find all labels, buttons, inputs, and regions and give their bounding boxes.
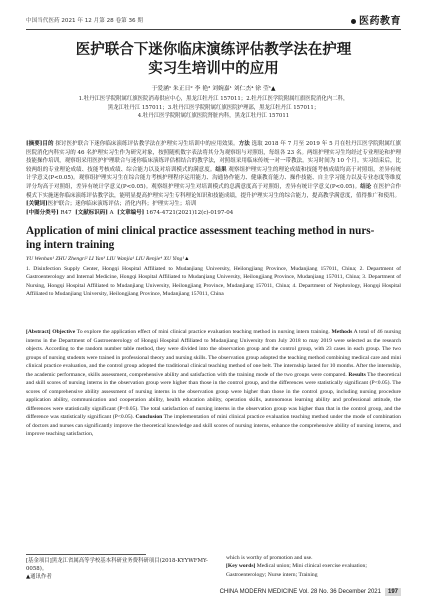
en-conclusion-tail: which is worthy of promotion and use. xyxy=(226,555,313,561)
affiliation-line: 4.牡丹江医学院附属红旗医院肾脏内科，黑龙江牡丹江 157011 xyxy=(137,113,290,119)
en-results-text: The theoretical and skill scores of nursing interns in the observation group were higher than those in the control group, and the differences were statistically significant (P<0.05). The scores of comprehensive ability assessment of nursing interns in the observation group were higher than those in the control group, including nursing procedure application ability, communication and cooperation ability, health education ability, operation skills, autonomous learning ability and professional attitude, the differences were statistically significant (P<0.05). The total satisfaction of nursing interns in the observation group was higher than that in the control group, and the difference was statistically significant (P<0.05). xyxy=(26,371,401,420)
objective-label: 目的 xyxy=(42,141,54,147)
keywords-label: [关键词] xyxy=(26,201,48,208)
running-header xyxy=(26,12,401,28)
article-label: [文章编号] xyxy=(117,209,145,216)
doc-value: A xyxy=(109,209,114,216)
en-abstract-label: [Abstract] xyxy=(26,329,51,335)
article-title-cn xyxy=(26,40,401,78)
conclusion-label: 结论 xyxy=(360,183,372,190)
en-methods-label: Methods xyxy=(331,329,353,335)
keywords-cn xyxy=(26,200,401,209)
affiliations-en: 1. Disinfection Supply Center, Hongqi Hospital Affiliated to Mudanjiang University, Heilongjiang Province, Mudanjiang 157011, China; 2. Department of Gastroenterology and Internal Medicine, Hongqi Hospital Affiliated to Mudanjiang University, Heilongjiang Province, Mudanjiang 157011, China; 3. Department of Nursing, Hongqi Hospital Affiliated to Mudanjiang University, Heilongjiang Province, Mudanjiang 157011, China; 4. Department of Nephrology, Hongqi Hospital Affiliated to Mudanjiang University, Heilongjiang Province, Mudanjiang 157011, China xyxy=(26,266,401,298)
conclusion-text: 在医护合作模式下实施迷你临床演练评估教学法，能明显提高护理实习生专科理论知识和技能成绩，提升护理实习生的综合能力，提高教学满意度，值得推广和使用。 xyxy=(26,183,401,199)
doc-label: [文献标识码] xyxy=(75,209,108,216)
authors-cn: 于爱涵¹ 朱正日² 李 艳³ 刘婉嘉¹ 刘仁杰⁴ 徐 莹¹▲ xyxy=(151,86,276,92)
authors-en: YU Wenhan¹ ZHU Zhengri² LI Yan³ LIU Wanjia¹ LIU Renjie⁴ XU Ying¹▲ xyxy=(26,256,190,262)
title-line-1: 医护联合下迷你临床演练评估教学法在护理 xyxy=(75,41,352,58)
affiliation-line: 黑龙江牡丹江 157011；3.牡丹江医学院附属红旗医院护理部，黑龙江牡丹江 157011； xyxy=(107,104,320,111)
page-footer xyxy=(220,588,401,596)
en-conclusion-text: The implementation of mini clinical practice evaluation teaching method under the mode of combination of doctors and nurses can significantly improve the theoretical knowledge and skill scores of nursing interns, enhance the comprehensive ability of nursing interns, and improve teaching satisfaction, xyxy=(26,414,401,437)
en-conclusion-label: Conclusion xyxy=(135,414,163,420)
results-label: 结果 xyxy=(215,166,227,173)
fund-note: [基金项目]黑龙江省属高等学校基本科研业务费科研项目(2018-KYYWFMY-0058)。 xyxy=(26,557,208,572)
corresponding-note: ▲通讯作者 xyxy=(26,573,52,580)
en-objective-text: To explore the application effect of mini clinical practice evaluation teaching method in nursing intern training. xyxy=(76,329,330,335)
article-value: 1674-4721(2021)12(c)-0197-04 xyxy=(146,209,234,216)
clc-label: [中图分类号] xyxy=(26,209,59,216)
en-results-label: Results xyxy=(348,371,366,378)
journal-citation: CHINA MODERN MEDICINE Vol. 28 No. 36 December 2021 xyxy=(219,589,381,595)
page-number: 197 xyxy=(385,588,401,596)
column-label: 医药教育 xyxy=(359,16,401,27)
keywords-text: 医护联合；迷你临床演练评估；消化内科；护理实习生；培训 xyxy=(47,201,197,208)
en-keywords-text: Medical union; Mini clinical exercise evaluation; Gastroenterology; Nurse intern; Training xyxy=(226,563,367,578)
en-objective-label: Objective xyxy=(52,329,76,335)
methods-label: 方法 xyxy=(238,141,250,147)
title-line-2: 实习生培训中的应用 xyxy=(148,60,279,77)
keywords-en xyxy=(226,562,401,579)
abstract-label: [摘要] xyxy=(26,141,43,147)
journal-info: 中国当代医药 2021 年 12 月第 28 卷第 36 期 xyxy=(26,18,143,24)
clc-value: R47 xyxy=(60,209,72,216)
affiliation-line: 1.牡丹江医学院附属红旗医院消毒供应中心，黑龙江牡丹江 157011；2.牡丹江医学院附属红旗医院消化内二科， xyxy=(78,96,349,102)
methods-text: 选取 2018 年 7 月至 2019 年 5 月在牡丹江医学院附属红旗医院消化内科实习的 46 名护理实习生作为研究对象，按照随机数字表法将其分为观察组与对照组，每组各 23 名。两组护理实习生均经过专业理论和护理技能操作培训，观察组采用医护护理联合与迷你临床演练评估相结合的教学法，对照组采用临床传统一对一带教法。实习时间为 10 个月。实习结束后，比较两组的专业理论成绩、技能考核成绩、综合能力以及对培训模式的满意度。 xyxy=(26,141,401,173)
column-title xyxy=(351,12,401,27)
abstract-en-continued xyxy=(226,554,401,579)
classification-line xyxy=(26,209,401,218)
footnote-block xyxy=(26,554,216,581)
en-methods-text: A total of 46 nursing interns in the Department of Gastroenterology of Hongqi Hospital Affiliated to Mudanjiang University from July 2018 to may 2019 were selected as the research objects. According to the random number table method, they were divided into the observation group and the control group, with 23 cases in each group. The two groups of nursing students were trained in professional theory and nursing skills. The observation group adopted the teaching method combining medical care and mini clinical practice evaluation, and the control group adopted the traditional clinical teaching method of one belt. The internship lasted for 10 months. After the internship, the academic performance, skills assessment, comprehensive ability and satisfaction with the training mode of the two groups were compared. xyxy=(26,329,401,378)
header-rule xyxy=(26,29,401,30)
objective-text: 探讨医护联合下迷你临床演练评估教学法在护理实习生培训中的应用效果。 xyxy=(55,141,239,147)
bullet-icon xyxy=(351,19,356,24)
abstract-en xyxy=(26,328,401,439)
en-title-line-1: Application of mini clinical practice assessment teaching method in nurs- xyxy=(26,225,375,237)
en-keywords-label: [Key words] xyxy=(226,563,256,570)
affiliations-cn xyxy=(40,95,387,121)
article-title-en xyxy=(26,224,401,252)
en-title-line-2: ing intern training xyxy=(26,239,115,251)
results-text: 观察组护理实习生的理论成绩和技能考核成绩均高于对照组，差异有统计学意义(P<0.05)。观察组护理实习生在综合能力考核护理程序运用能力、沟通协作能力、健康教育能力、操作技能、自主学习能力以及专业态度等维度评分均高于对照组，差异有统计学意义(P<0.05)。观察组护理实习生对培训模式的总满意度高于对照组，差异有统计学意义(P<0.05)。 xyxy=(26,166,401,190)
abstract-cn xyxy=(26,140,401,217)
footnote-rule xyxy=(26,554,146,555)
